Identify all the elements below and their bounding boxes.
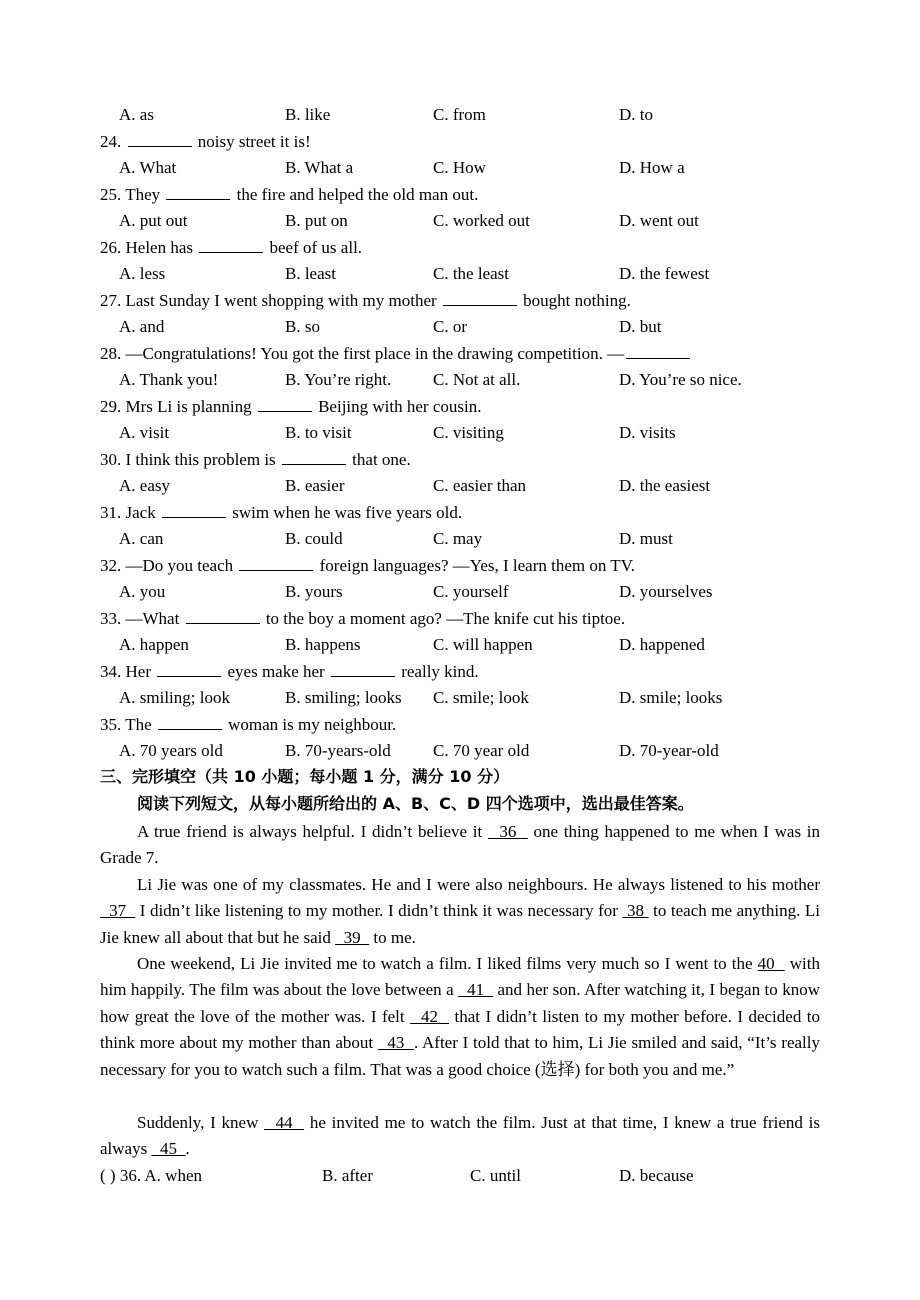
question-34-options: [100, 685, 820, 711]
blank-41: 41: [458, 980, 494, 1000]
question-35-options: [100, 738, 820, 764]
option-d: D. to: [619, 105, 653, 124]
option-c: C. How: [433, 158, 486, 177]
option-b: B. easier: [285, 476, 345, 495]
answer-blank: [239, 552, 313, 571]
option-a: A. put out: [119, 211, 188, 230]
answer-blank: [258, 393, 312, 412]
option-d: D. How a: [619, 158, 685, 177]
answer-blank: [186, 605, 260, 624]
option-b: B. could: [285, 529, 343, 548]
answer-blank: [166, 181, 230, 200]
section-title: 三、完形填空（共 10 小题；每小题 1 分，满分 10 分）: [100, 767, 510, 786]
option-a: A. smiling; look: [119, 688, 230, 707]
question-27-options: [100, 314, 820, 340]
option-b: B. yours: [285, 582, 343, 601]
question-24-stem: 24. noisy street it is!: [100, 128, 820, 154]
option-d: D. smile; looks: [619, 688, 723, 707]
option-b: B. after: [322, 1166, 373, 1185]
option-b: B. like: [285, 105, 331, 124]
option-a: A. you: [119, 582, 166, 601]
option-c: C. the least: [433, 264, 510, 283]
question-31-options: [100, 526, 820, 552]
option-c: C. or: [433, 317, 467, 336]
option-c: C. worked out: [433, 211, 530, 230]
answer-blank: [443, 287, 517, 306]
option-c: C. smile; look: [433, 688, 529, 707]
option-c: C. until: [470, 1166, 522, 1185]
option-d: D. visits: [619, 423, 676, 442]
blank-36: 36: [487, 822, 528, 841]
blank-38: 38: [622, 901, 649, 921]
question-29-options: [100, 420, 820, 446]
answer-blank: [158, 711, 222, 730]
blank-44: 44: [264, 1113, 305, 1132]
question-26-options: [100, 261, 820, 287]
option-c: C. will happen: [433, 635, 533, 654]
blank-37: 37: [100, 901, 136, 921]
question-24-options: [100, 155, 820, 181]
section-instruction: 阅读下列短文，从每小题所给出的 A、B、C、D 四个选项中，选出最佳答案。: [137, 794, 694, 813]
option-c: C. from: [433, 105, 486, 124]
answer-blank: [626, 340, 690, 359]
option-b: B. You’re right.: [285, 370, 392, 389]
option-a: A. and: [119, 317, 165, 336]
question-33-stem: 33. —What to the boy a moment ago? —The knife cut his tiptoe.: [100, 605, 820, 631]
question-26-stem: 26. Helen has beef of us all.: [100, 234, 820, 260]
answer-blank: [157, 658, 221, 677]
blank-43: 43: [377, 1033, 414, 1053]
answer-blank: [331, 658, 395, 677]
question-32-options: [100, 579, 820, 605]
answer-blank: [128, 128, 192, 147]
question-30-stem: 30. I think this problem is that one.: [100, 446, 820, 472]
answer-blank: [282, 446, 346, 465]
option-a: A. as: [119, 105, 154, 124]
option-d: D. must: [619, 529, 673, 548]
blank-45: 45: [151, 1139, 186, 1159]
answer-blank: [199, 234, 263, 253]
option-b: B. so: [285, 317, 320, 336]
blank-42: 42: [410, 1006, 450, 1026]
blank-39: 39: [335, 927, 370, 947]
passage-paragraph-4: Suddenly, I knew 44 he invited me to watch the film. Just at that time, I knew a true friend is always 45 .: [100, 1113, 820, 1159]
question-30-options: [100, 473, 820, 499]
option-a: A. Thank you!: [119, 370, 219, 389]
option-a: ( ) 36. A. when: [100, 1166, 202, 1185]
option-c: C. easier than: [433, 476, 526, 495]
option-b: B. 70-years-old: [285, 741, 391, 760]
option-b: B. least: [285, 264, 336, 283]
option-b: B. to visit: [285, 423, 352, 442]
option-a: A. 70 years old: [119, 741, 223, 760]
option-b: B. smiling; looks: [285, 688, 402, 707]
option-d: D. the fewest: [619, 264, 710, 283]
option-b: B. put on: [285, 211, 348, 230]
question-33-options: [100, 632, 820, 658]
question-28-stem: 28. —Congratulations! You got the first place in the drawing competition. —: [100, 340, 820, 366]
option-d: D. 70-year-old: [619, 741, 719, 760]
option-a: A. easy: [119, 476, 170, 495]
option-c: C. may: [433, 529, 483, 548]
option-a: A. can: [119, 529, 164, 548]
option-d: D. because: [619, 1166, 694, 1185]
passage-paragraph-3: One weekend, Li Jie invited me to watch a film. I liked films very much so I went to the 40 with him happily. The film was about the love between a 41 and her son. After watching it, I began to know how great the love of the mother was. I felt 42 that I didn’t listen to my mother before. I decided to think more about my mother than about 43 . After I told that to him, Li Jie smiled and said, “It’s really necessary for you to watch such a film. That was a good choice (选择) for both you and me.”: [100, 954, 821, 1079]
option-a: A. happen: [119, 635, 189, 654]
answer-blank: [162, 499, 226, 518]
option-a: A. less: [119, 264, 166, 283]
option-b: B. happens: [285, 635, 361, 654]
option-d: D. but: [619, 317, 662, 336]
option-c: C. Not at all.: [433, 370, 521, 389]
option-c: C. yourself: [433, 582, 509, 601]
option-c: C. visiting: [433, 423, 504, 442]
option-b: B. What a: [285, 158, 354, 177]
question-27-stem: 27. Last Sunday I went shopping with my mother bought nothing.: [100, 287, 820, 313]
passage-paragraph-2: Li Jie was one of my classmates. He and I were also neighbours. He always listened to his mother 37 I didn’t like listening to my mother. I didn’t think it was necessary for 38 to teach me anything. Li Jie knew all about that but he said 39 to me.: [100, 875, 821, 947]
question-34-stem: 34. Her eyes make her really kind.: [100, 658, 820, 684]
question-25-options: [100, 208, 820, 234]
passage-paragraph-1: A true friend is always helpful. I didn’t believe it 36 one thing happened to me when I was in Grade 7.: [100, 822, 821, 868]
option-d: D. happened: [619, 635, 705, 654]
question-29-stem: 29. Mrs Li is planning Beijing with her cousin.: [100, 393, 820, 419]
option-a: A. What: [119, 158, 177, 177]
question-35-stem: 35. The woman is my neighbour.: [100, 711, 820, 737]
option-d: D. went out: [619, 211, 699, 230]
question-31-stem: 31. Jack swim when he was five years old.: [100, 499, 820, 525]
question-28-options: [100, 367, 820, 393]
option-c: C. 70 year old: [433, 741, 530, 760]
option-d: D. the easiest: [619, 476, 711, 495]
option-d: D. You’re so nice.: [619, 370, 742, 389]
question-36-options: [100, 1163, 820, 1189]
option-a: A. visit: [119, 423, 170, 442]
question-25-stem: 25. They the fire and helped the old man out.: [100, 181, 820, 207]
q23-options: [100, 102, 820, 128]
blank-40: 40: [757, 954, 785, 973]
option-d: D. yourselves: [619, 582, 713, 601]
question-32-stem: 32. —Do you teach foreign languages? —Yes, I learn them on TV.: [100, 552, 820, 578]
